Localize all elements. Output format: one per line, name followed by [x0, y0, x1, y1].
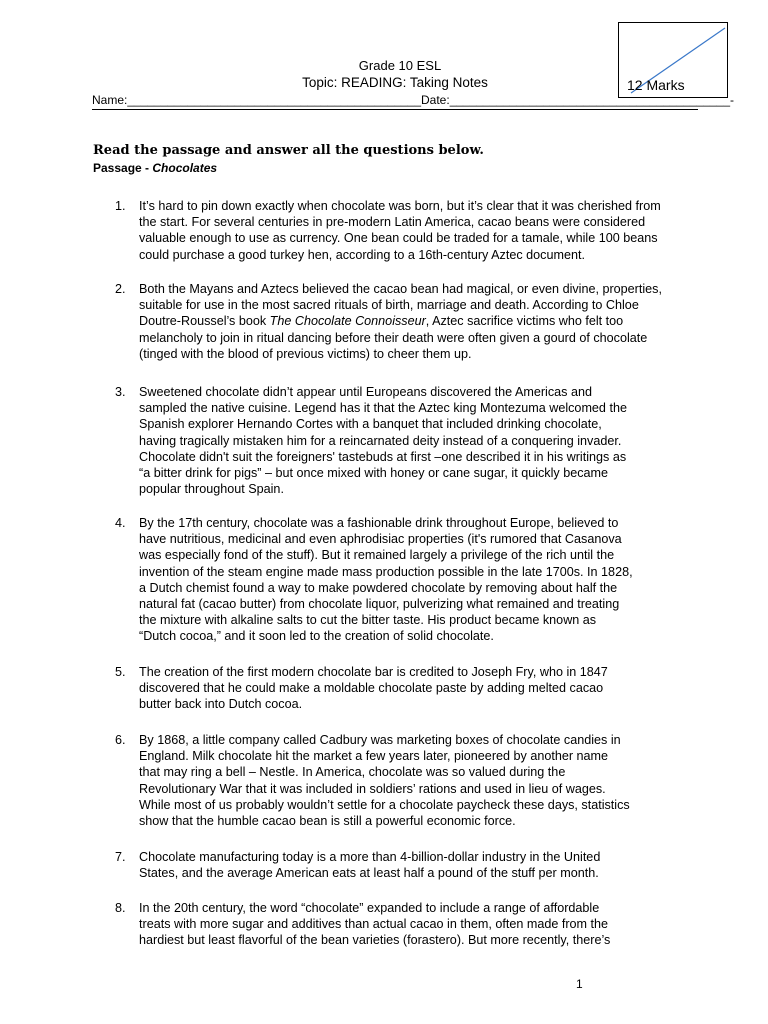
paragraph-line: Chocolate manufacturing today is a more than 4-billion-dollar industry in the United	[139, 850, 601, 864]
instructions: Read the passage and answer all the questions below.	[93, 143, 484, 158]
paragraph-line: melancholy to join in ritual dancing before their death were often given a gourd of chocolate	[139, 330, 648, 345]
paragraph-line: could purchase a good turkey hen, according to a 16th-century Aztec document.	[139, 247, 585, 262]
paragraph-line: States, and the average American eats at least half a pound of the stuff per month.	[139, 866, 599, 881]
paragraph-line: was especially fond of the stuff). But it remained largely a privilege of the rich until the	[139, 548, 615, 563]
passage-name: Chocolates	[152, 161, 218, 175]
grade-heading: Grade 10 ESL	[358, 58, 442, 73]
paragraph-line: Sweetened chocolate didn’t appear until Europeans discovered the Americas and	[139, 385, 592, 399]
paragraph-number: 6.	[115, 733, 126, 747]
paragraph-line: Chocolate didn't suit the foreigners' tastebuds at first –one described it in his writings as	[139, 449, 627, 464]
paragraph-line: the mixture with alkaline salts to cut the bitter taste. His product became known as	[139, 613, 597, 628]
paragraph-line: Spanish explorer Hernando Cortes with a banquet that included drinking chocolate,	[139, 417, 602, 432]
marks-box	[618, 22, 728, 98]
paragraph-line: have nutritious, medicinal and even aphrodisiac properties (it's rumored that Casanova	[139, 532, 622, 547]
paragraph-line: having tragically mistaken him for a reincarnated deity instead of a conquering invader.	[139, 433, 622, 448]
paragraph-number: 2.	[115, 282, 126, 296]
paragraph-line: show that the humble cacao bean is still a powerful economic force.	[139, 814, 516, 829]
paragraph-line: Doutre-Roussel’s book The Chocolate Connoisseur, Aztec sacrifice victims who felt too	[139, 314, 624, 329]
paragraph-line: While most of us probably wouldn’t settle for a chocolate paycheck these days, statistics	[139, 797, 630, 812]
paragraph-line: treats with more sugar and additives than actual cacao in them, often made from the	[139, 917, 609, 932]
book-title: The Chocolate Connoisseur	[269, 314, 426, 329]
paragraph-line: butter back into Dutch cocoa.	[139, 697, 303, 712]
paragraph-line: It’s hard to pin down exactly when chocolate was born, but it’s clear that it was cherished from	[139, 199, 661, 213]
paragraph-line: “Dutch cocoa,” and it soon led to the creation of solid chocolate.	[139, 629, 494, 644]
paragraph-line: suitable for use in the most sacred rituals of birth, marriage and death. According to Chloe	[139, 298, 639, 313]
paragraph-line: the start. For several centuries in pre-modern Latin America, cacao beans were considered	[139, 215, 646, 230]
paragraph-line: England. Milk chocolate hit the market a few years later, pioneered by another name	[139, 749, 609, 764]
paragraph-line: Both the Mayans and Aztecs believed the cacao bean had magical, or even divine, properties,	[139, 282, 662, 296]
topic-heading: Topic: READING: Taking Notes	[302, 75, 488, 90]
paragraph-line: invention of the steam engine made mass production possible in the late 1700s. In 1828,	[139, 564, 633, 579]
paragraph-number: 4.	[115, 516, 126, 530]
paragraph-line: In the 20th century, the word “chocolate” expanded to include a range of affordable	[139, 901, 600, 915]
date-label: Date:	[421, 93, 450, 107]
paragraph-line: The creation of the first modern chocolate bar is credited to Joseph Fry, who in 1847	[139, 665, 608, 679]
paragraph-line: By 1868, a little company called Cadbury was marketing boxes of chocolate candies in	[139, 733, 621, 747]
paragraph-line: a Dutch chemist found a way to make powdered chocolate by removing about half the	[139, 580, 618, 595]
name-date-line	[92, 93, 734, 110]
passage-title	[93, 161, 217, 175]
paragraph-number: 1.	[115, 199, 126, 213]
paragraph-line: popular throughout Spain.	[139, 482, 284, 497]
name-label: Name:	[92, 93, 128, 107]
paragraph-line: hardiest but least flavorful of the bean varieties (forastero). But more recently, there’s	[139, 933, 611, 948]
passage-prefix: Passage -	[93, 161, 153, 175]
name-field[interactable]: ____________________________________________	[127, 93, 421, 107]
paragraph-line: “a bitter drink for pigs” – but once mixed with honey or cane sugar, it quickly became	[139, 466, 608, 481]
paragraph-line: that may ring a bell – Nestle. In America, chocolate was so valued during the	[139, 765, 566, 780]
paragraph-number: 8.	[115, 901, 126, 915]
paragraph-line: By the 17th century, chocolate was a fashionable drink throughout Europe, believed to	[139, 516, 619, 530]
paragraph-line: (tinged with the blood of previous victims) to cheer them up.	[139, 346, 472, 361]
paragraph-number: 3.	[115, 385, 126, 399]
paragraph-number: 5.	[115, 665, 126, 679]
marks-label: 12 Marks	[627, 77, 685, 93]
paragraph-line: natural fat (cacao butter) from chocolate liquor, pulverizing what remained and treating	[139, 597, 620, 612]
paragraph-line: discovered that he could make a moldable chocolate paste by adding melted cacao	[139, 681, 604, 696]
date-field[interactable]: __________________________________________-	[449, 93, 734, 107]
page-number: 1	[576, 977, 583, 991]
paragraph-line: valuable enough to use as currency. One bean could be traded for a tamale, while 100 beans	[139, 231, 658, 246]
paragraph-number: 7.	[115, 850, 126, 864]
paragraph-line: sampled the native cuisine. Legend has it that the Aztec king Montezuma welcomed the	[139, 401, 627, 416]
paragraph-line: Revolutionary War that it was included in soldiers’ rations and used in lieu of wages.	[139, 781, 606, 796]
